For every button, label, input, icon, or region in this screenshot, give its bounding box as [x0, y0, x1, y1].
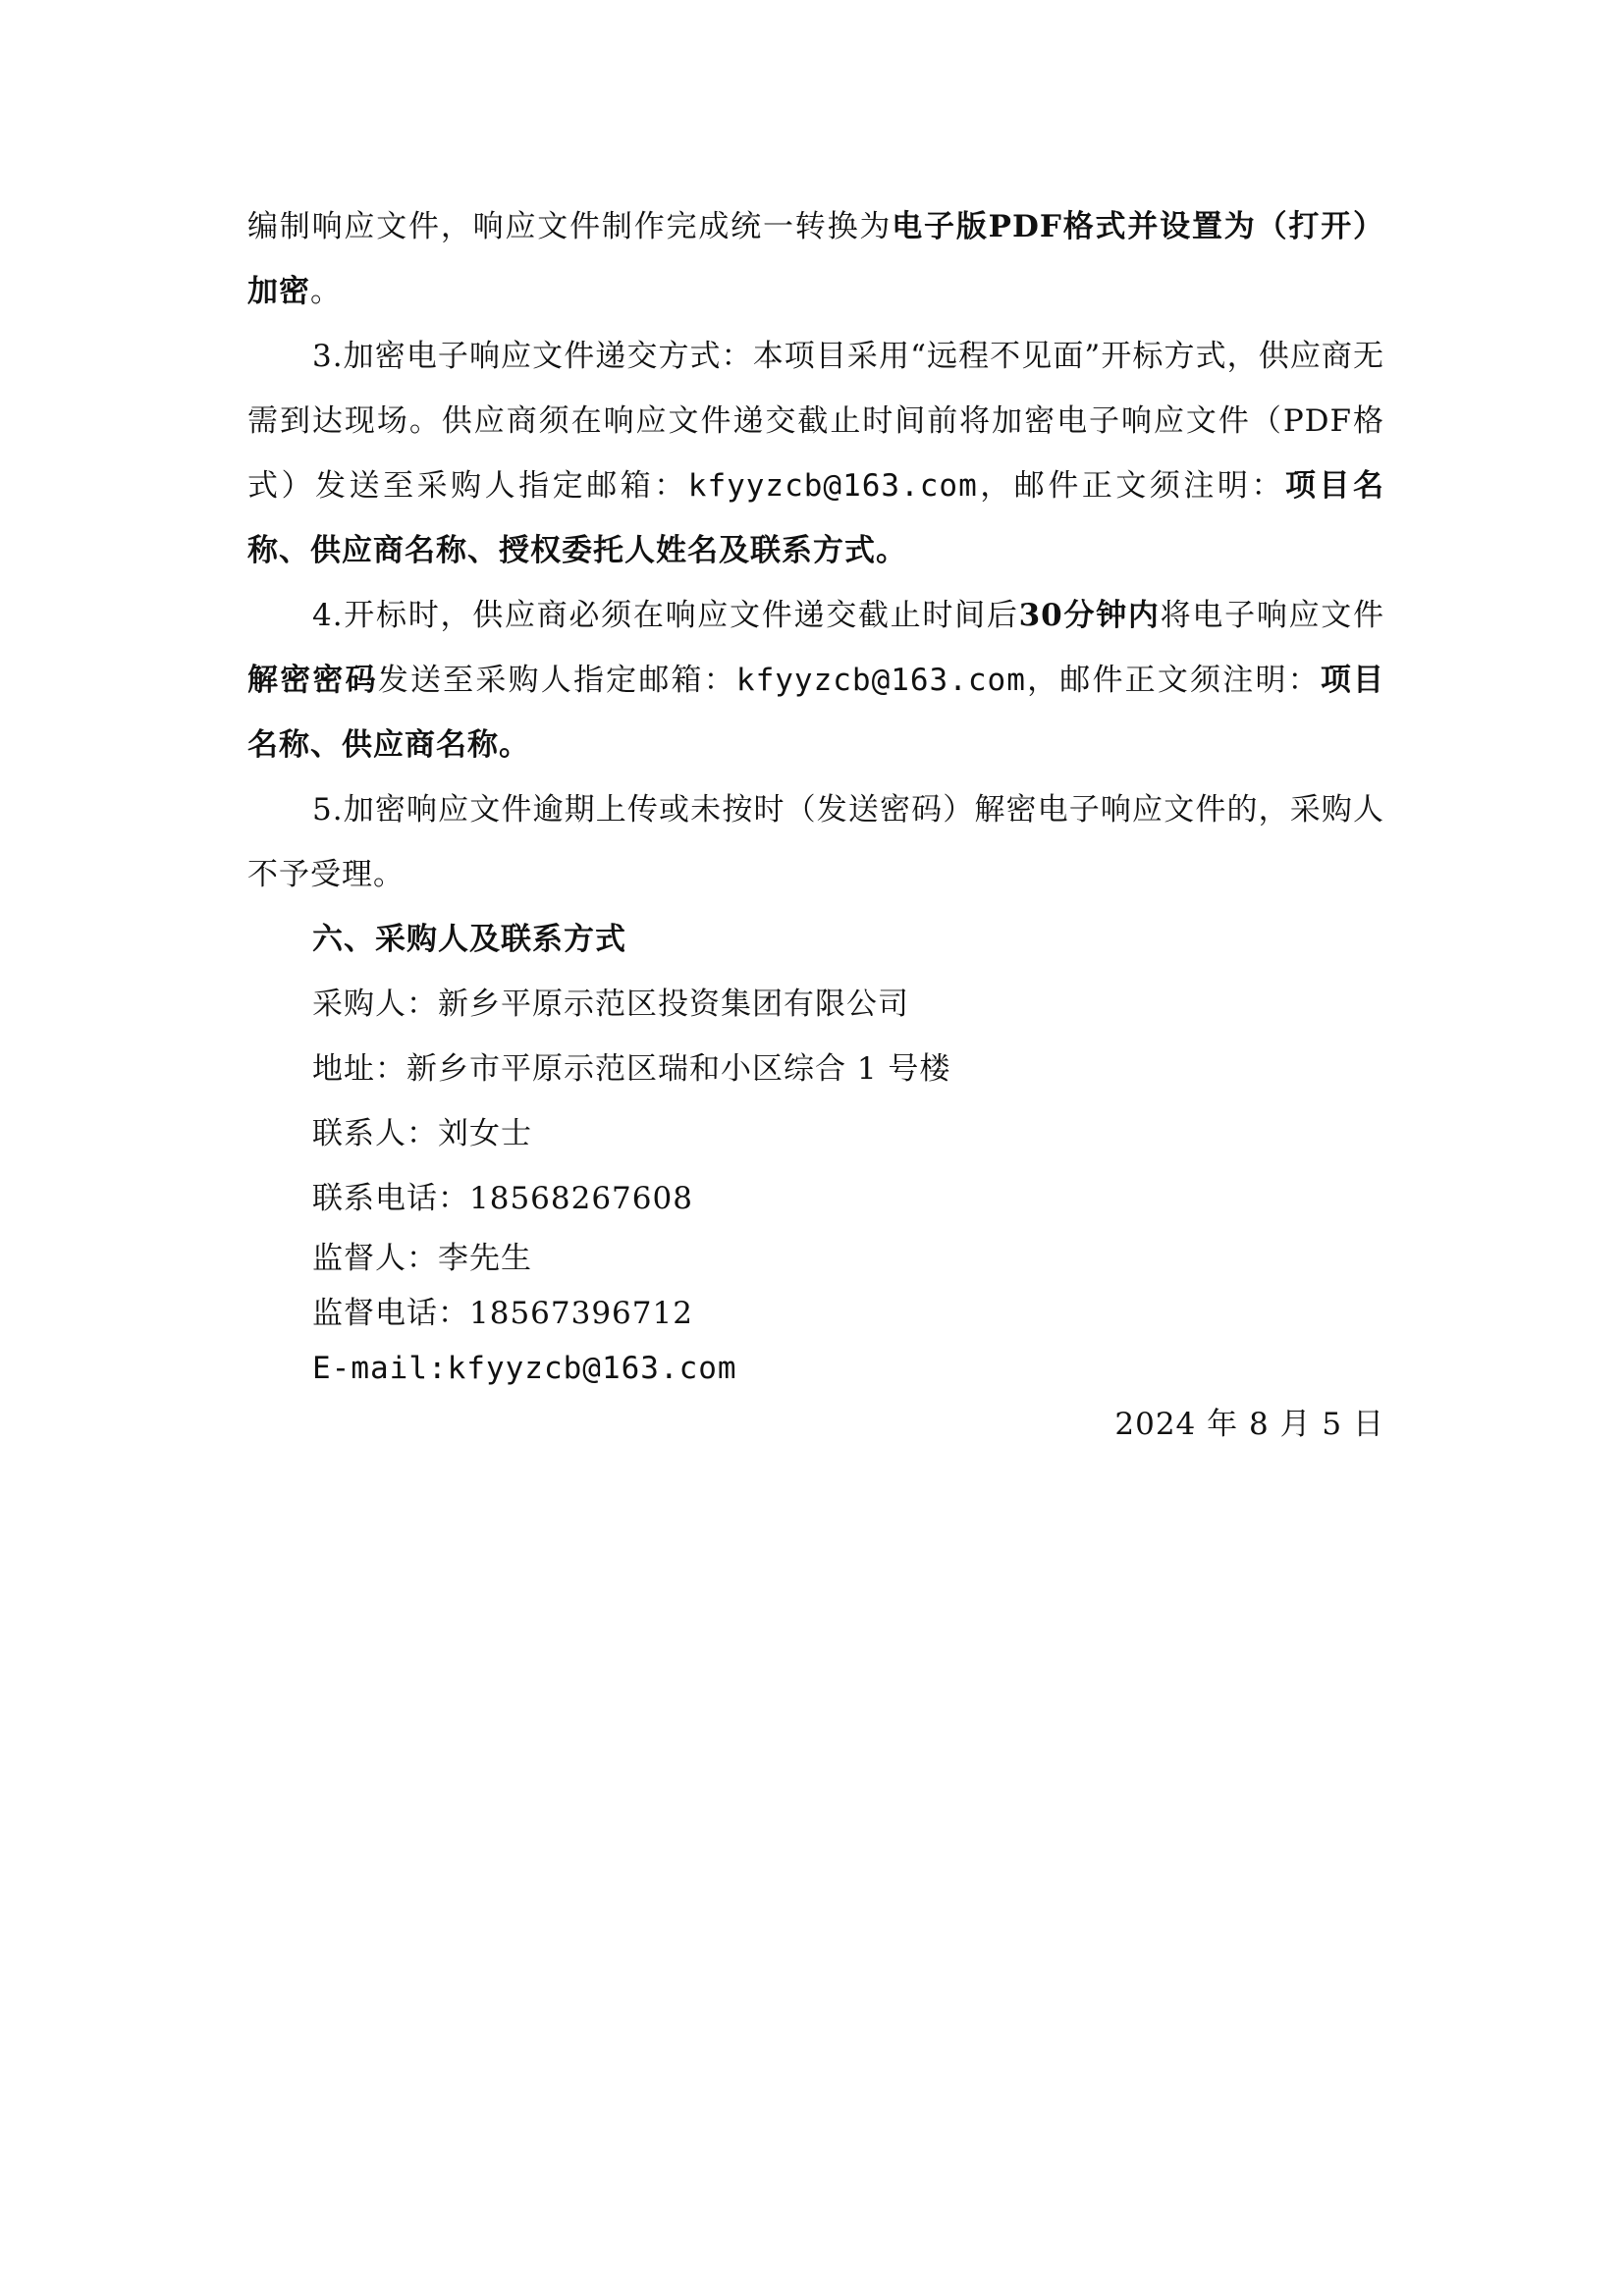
para1-text-b: 。: [310, 274, 342, 309]
para3-text-b: ，邮件正文须注明：: [977, 468, 1285, 504]
para4-text-b: 将电子响应文件: [1160, 598, 1385, 633]
para1-bold-a: 电子版PDF格式并设置为（打开）加密: [247, 209, 1385, 309]
para4-email: kfyyzcb@163.com: [735, 663, 1026, 698]
para4-text-d: ，邮件正文须注明：: [1025, 663, 1321, 698]
contact-person-line: 联系人：刘女士: [312, 1116, 532, 1151]
address-line: 地址：新乡市平原示范区瑞和小区综合 1 号楼: [312, 1051, 951, 1087]
section-title-contact: 六、采购人及联系方式: [312, 922, 626, 957]
para1-text-a: 编制响应文件，响应文件制作完成统一转换为: [247, 209, 893, 244]
para4-text-a: 4.开标时，供应商必须在响应文件递交截止时间后: [312, 598, 1019, 633]
paragraph-submission-method: [247, 324, 1384, 583]
purchaser-line: 采购人：新乡平原示范区投资集团有限公司: [312, 987, 909, 1022]
supervisor-line: 监督人：李先生: [312, 1241, 532, 1276]
supervisor-phone-line: 监督电话：18567396712: [312, 1296, 693, 1331]
contact-phone-line: 联系电话：18568267608: [312, 1181, 693, 1216]
document-page: [247, 194, 1384, 1453]
paragraph-bid-opening: [247, 583, 1384, 777]
para3-text-a: 3.加密电子响应文件递交方式：本项目采用“远程不见面”开标方式，供应商无需到达现场。供应商须在响应文件递交截止时间前将加密电子响应文件（PDF格式）发送至采购人指定邮箱：: [247, 339, 1384, 504]
para4-text-c: 发送至采购人指定邮箱：: [377, 663, 736, 698]
document-date: 2024 年 8 月 5 日: [1114, 1407, 1384, 1442]
email-line: E-mail:kfyyzcb@163.com: [312, 1351, 737, 1386]
para5-text: 5.加密响应文件逾期上传或未按时（发送密码）解密电子响应文件的，采购人不予受理。: [247, 792, 1384, 892]
para4-bold-b: 解密密码: [247, 663, 378, 698]
para3-email: kfyyzcb@163.com: [687, 468, 978, 504]
paragraph-late-submission: [247, 777, 1384, 907]
para4-bold-c: 项目名称、供应商名称。: [247, 663, 1385, 763]
paragraph-encryption-format: [247, 194, 1384, 324]
para4-bold-a: 30分钟内: [1018, 598, 1161, 633]
para3-bold-b: 项目名称、供应商名称、授权委托人姓名及联系方式。: [247, 468, 1385, 568]
